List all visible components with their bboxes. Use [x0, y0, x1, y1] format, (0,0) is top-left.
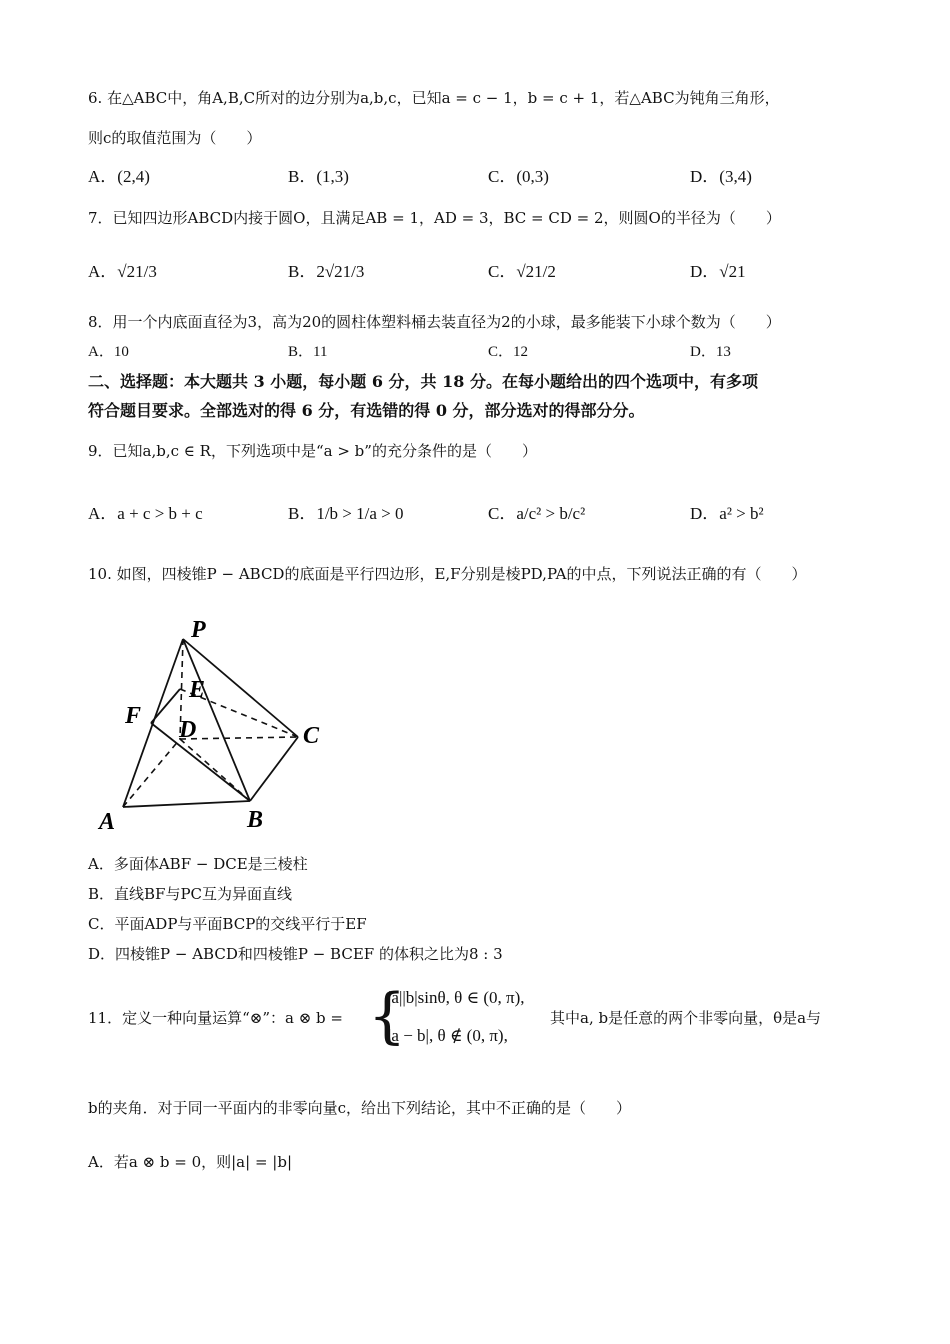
- q6-option-d: D．(3,4): [690, 167, 752, 186]
- q10-option-d: D．四棱锥P − ABCD和四棱锥P − BCEF 的体积之比为8 : 3: [88, 945, 503, 963]
- q11-case2: |a − b|, θ ∉ (0, π),: [388, 1026, 508, 1045]
- q6-option-a: A．(2,4): [88, 167, 150, 186]
- edge-bc: [250, 737, 298, 801]
- q11-option-a: A．若a ⊗ b = 0，则|a| = |b|: [88, 1153, 292, 1171]
- q6-line2: 则c的取值范围为（ ）: [88, 129, 262, 147]
- label-a: A: [99, 809, 116, 835]
- q10-option-b: B．直线BF与PC互为异面直线: [88, 885, 293, 903]
- q7-option-d: D．√21: [690, 262, 746, 281]
- q11-line2: b的夹角．对于同一平面内的非零向量c，给出下列结论，其中不正确的是（ ）: [88, 1099, 632, 1117]
- edge-dc: [180, 737, 298, 739]
- label-f: F: [125, 703, 142, 729]
- label-e: E: [189, 677, 206, 703]
- edge-ab: [123, 801, 250, 807]
- pyramid-figure: [95, 615, 335, 835]
- q11-case1: |a||b|sinθ, θ ∈ (0, π),: [388, 988, 525, 1007]
- label-b: B: [247, 807, 264, 833]
- q11-brace: {: [368, 981, 407, 1051]
- section2-heading-line1: 二、选择题：本大题共 3 小题，每小题 6 分，共 18 分。在每小题给出的四个选项中，有多项: [88, 372, 758, 391]
- q8-option-d: D．13: [690, 344, 731, 360]
- q6-line1: [88, 88, 780, 108]
- q9-option-a: A．a + c > b + c: [88, 504, 203, 523]
- q9-option-c: C．a/c² > b/c²: [488, 504, 586, 523]
- q8-option-a: A．10: [88, 344, 129, 360]
- q9-text: 9．已知a,b,c ∈ R，下列选项中是“a > b”的充分条件的是（ ）: [88, 442, 537, 460]
- edge-ad: [123, 739, 180, 807]
- q9-option-b: B．1/b > 1/a > 0: [288, 504, 404, 523]
- q11-tail: 其中a, b是任意的两个非零向量，θ是a与: [550, 1009, 822, 1027]
- q7-text: 7．已知四边形ABCD内接于圆O，且满足AB = 1，AD = 3，BC = CD = 2，则圆O的半径为（ ）: [88, 209, 781, 227]
- q6-option-b: B．(1,3): [288, 167, 349, 186]
- q9-option-d: D．a² > b²: [690, 504, 764, 523]
- label-c: C: [303, 723, 320, 749]
- edge-fb: [151, 723, 250, 801]
- label-p: P: [191, 617, 206, 643]
- q10-text: 10. 如图，四棱锥P − ABCD的底面是平行四边形，E,F分别是棱PD,PA的中点，下列说法正确的有（ ）: [88, 565, 807, 583]
- q8-option-c: C．12: [488, 344, 529, 360]
- label-d: D: [179, 717, 197, 743]
- q7-option-c: C．√21/2: [488, 262, 556, 281]
- edge-db: [180, 739, 250, 801]
- section2-heading-line2: 符合题目要求。全部选对的得 6 分，有选错的得 0 分，部分选对的得部分分。: [88, 401, 645, 420]
- q8-text: 8．用一个内底面直径为3，高为20的圆柱体塑料桶去装直径为2的小球，最多能装下小球个数为（ ）: [88, 313, 781, 331]
- q11-intro: 11．定义一种向量运算“⊗”：a ⊗ b =: [88, 1009, 343, 1027]
- q7-option-a: A．√21/3: [88, 262, 157, 281]
- q6-line1-text: 6. 在△ABC中，角A,B,C所对的边分别为a,b,c，已知a = c − 1，b = c + 1，若△ABC为钝角三角形，: [88, 89, 780, 107]
- edge-fe: [151, 689, 180, 723]
- q10-option-a: A．多面体ABF − DCE是三棱柱: [88, 855, 308, 873]
- q8-option-b: B．11: [288, 344, 328, 360]
- q10-option-c: C．平面ADP与平面BCP的交线平行于EF: [88, 915, 367, 933]
- q7-option-b: B．2√21/3: [288, 262, 365, 281]
- q6-option-c: C．(0,3): [488, 167, 549, 186]
